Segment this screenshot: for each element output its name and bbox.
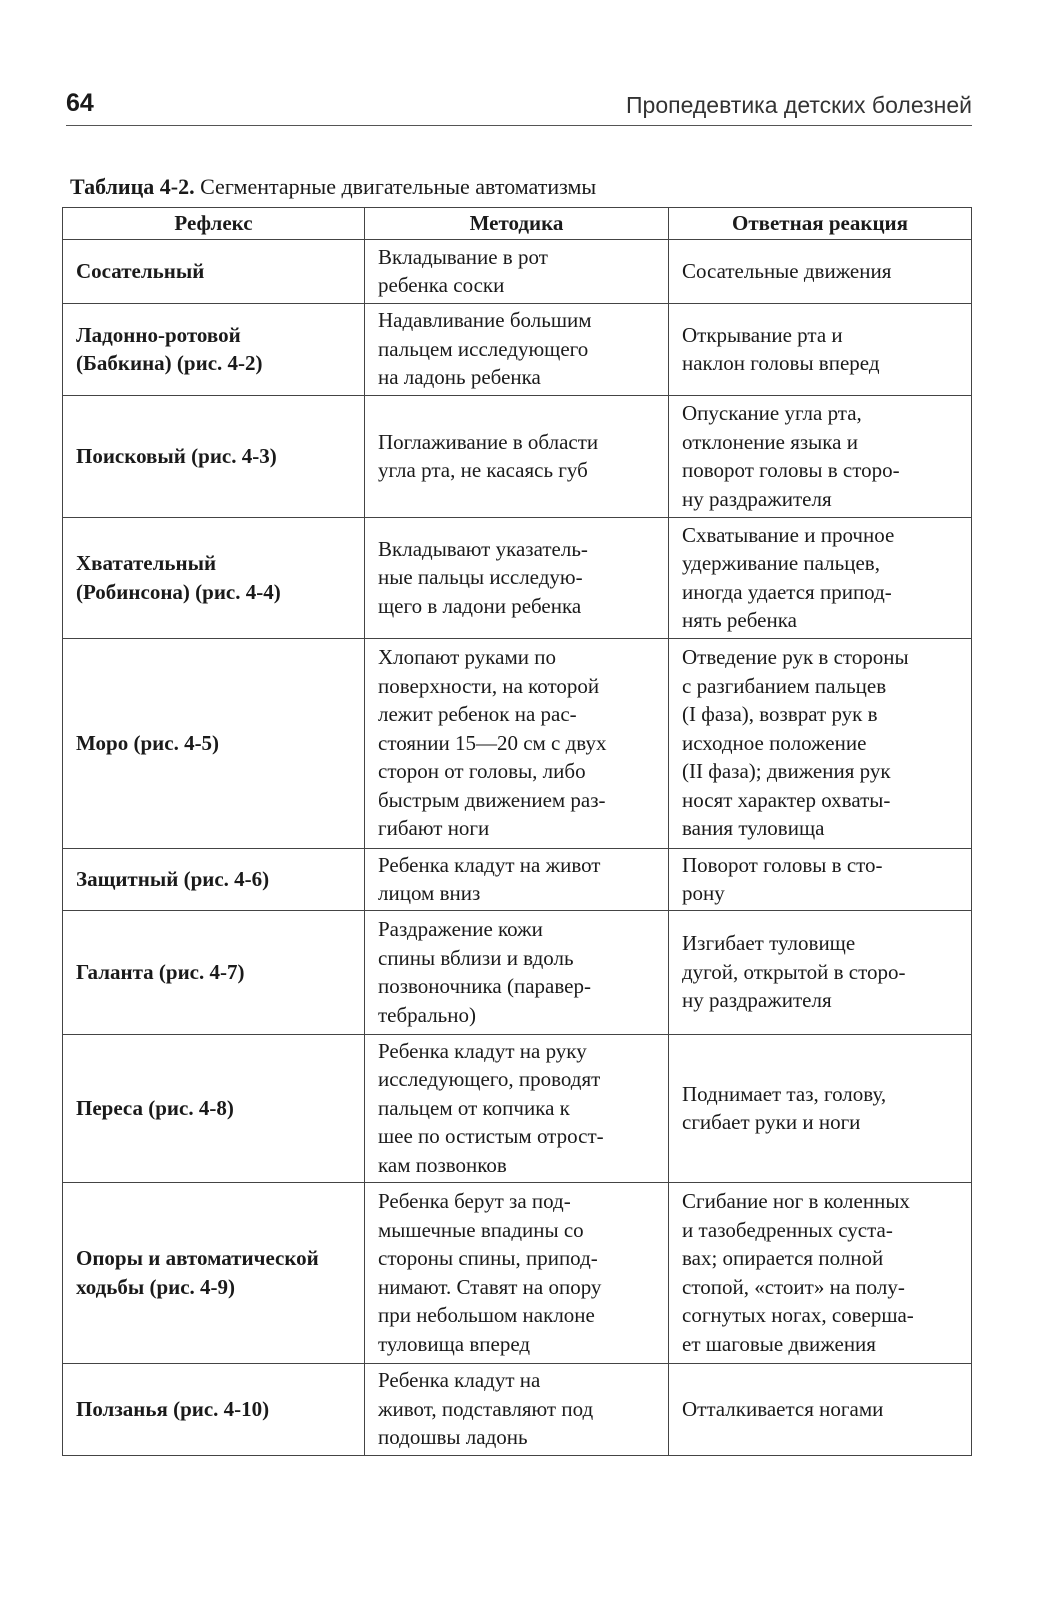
cell-text-line: ет шаговые движения — [682, 1331, 876, 1356]
cell-reflex — [63, 1182, 365, 1363]
cell-text-line: вах; опирается полной — [682, 1246, 884, 1270]
cell-text-line: гибают ноги — [378, 816, 490, 841]
cell-text-line: исходное положение — [682, 730, 867, 755]
cell-text-line: исследующего, проводят — [378, 1067, 601, 1092]
cell-text-line: кам позвонков — [378, 1152, 507, 1177]
cell-text-line: нимают. Ставят на опору — [378, 1274, 602, 1299]
column-header-method: Методика — [365, 208, 669, 240]
cell-text-line: стопой, «стоит» на полу- — [682, 1274, 905, 1299]
page-number: 64 — [66, 89, 94, 117]
column-header-response: Ответная реакция — [669, 208, 972, 240]
cell-text-line: (Робинсона) (рис. 4-4) — [76, 579, 281, 604]
cell-text-line: и тазобедренных суста- — [682, 1217, 893, 1242]
cell-text-line: Хлопают руками по — [378, 645, 556, 670]
cell-text-line: Переса (рис. 4-8) — [76, 1095, 234, 1120]
cell-text-line: носят характер охваты- — [682, 787, 891, 812]
cell-text-line: при небольшом наклоне — [378, 1303, 595, 1327]
cell-text-line: Поглаживание в области — [378, 429, 599, 454]
table-caption-text: Сегментарные двигательные автоматизмы — [194, 174, 597, 199]
cell-reflex — [63, 1363, 365, 1455]
cell-method — [365, 239, 669, 303]
cell-text-line: Ребенка берут за под- — [378, 1189, 571, 1213]
cell-reflex — [63, 910, 365, 1034]
table-body — [63, 239, 972, 1455]
cell-text-line: пальцем исследующего — [378, 336, 589, 361]
cell-text-line: Ребенка кладут на живот — [378, 852, 601, 877]
cell-reflex — [63, 1034, 365, 1182]
table-row — [63, 395, 972, 517]
cell-reflex — [63, 303, 365, 395]
cell-text-line: шее по остистым отрост- — [378, 1124, 604, 1149]
header-rule — [66, 125, 972, 126]
cell-text-line: Отведение рук в стороны — [682, 645, 909, 670]
cell-text-line: подошвы ладонь — [378, 1425, 528, 1450]
table-caption — [70, 172, 596, 202]
cell-method — [365, 638, 669, 848]
cell-text-line: Моро (рис. 4-5) — [76, 730, 220, 755]
cell-text-line: (I фаза), возврат рук в — [682, 702, 878, 727]
cell-response — [669, 517, 972, 638]
cell-reflex — [63, 395, 365, 517]
cell-text-line: Вкладывание в рот — [378, 244, 548, 269]
cell-text-line: на ладонь ребенка — [378, 365, 541, 390]
table-row — [63, 517, 972, 638]
cell-text-line: ные пальцы исследую- — [378, 565, 583, 590]
table-caption-label: Таблица 4-2. — [70, 174, 195, 199]
cell-text-line: Ладонно-ротовой — [76, 322, 241, 347]
cell-text-line: ну раздражителя — [682, 486, 832, 511]
cell-text-line: Поднимает таз, голову, — [682, 1081, 887, 1106]
cell-text-line: удерживание пальцев, — [682, 551, 880, 575]
cell-text-line: щего в ладони ребенка — [378, 593, 582, 618]
table-row — [63, 910, 972, 1034]
cell-reflex — [63, 517, 365, 638]
cell-text-line: Защитный (рис. 4-6) — [76, 866, 270, 891]
cell-text-line: Сосательный — [76, 258, 205, 283]
cell-response — [669, 910, 972, 1034]
cell-text-line: быстрым движением раз- — [378, 787, 606, 812]
cell-text-line: отклонение языка и — [682, 429, 858, 454]
cell-text-line: Схватывание и прочное — [682, 522, 895, 547]
cell-text-line: Раздражение кожи — [378, 917, 543, 941]
cell-text-line: Изгибает туловище — [682, 931, 856, 956]
cell-text-line: рону — [682, 881, 725, 905]
cell-text-line: стороны спины, припод- — [378, 1246, 598, 1270]
cell-text-line: вания туловища — [682, 816, 825, 841]
cell-response — [669, 1363, 972, 1455]
cell-text-line: Хватательный — [76, 551, 217, 575]
cell-text-line: спины вблизи и вдоль — [378, 945, 574, 970]
cell-text-line: наклон головы вперед — [682, 351, 880, 375]
cell-text-line: Опоры и автоматической — [76, 1246, 319, 1270]
cell-response — [669, 638, 972, 848]
cell-response — [669, 848, 972, 910]
cell-text-line: иногда удается припод- — [682, 579, 892, 604]
cell-method — [365, 517, 669, 638]
cell-text-line: с разгибанием пальцев — [682, 673, 887, 698]
cell-text-line: Надавливание большим — [378, 308, 592, 333]
cell-text-line: Вкладывают указатель- — [378, 536, 588, 561]
cell-text-line: Галанта (рис. 4-7) — [76, 959, 245, 984]
cell-text-line: Открывание рта и — [682, 322, 843, 347]
cell-response — [669, 1034, 972, 1182]
table-row — [63, 638, 972, 848]
cell-response — [669, 303, 972, 395]
cell-text-line: мышечные впадины со — [378, 1217, 584, 1242]
cell-text-line: согнутых ногах, соверша- — [682, 1303, 914, 1327]
cell-text-line: Ползанья (рис. 4-10) — [76, 1396, 270, 1421]
cell-text-line: сторон от головы, либо — [378, 759, 586, 784]
cell-response — [669, 1182, 972, 1363]
table-row — [63, 1182, 972, 1363]
table-row — [63, 848, 972, 910]
cell-text-line: сгибает руки и ноги — [682, 1110, 861, 1134]
cell-method — [365, 1182, 669, 1363]
cell-text-line: лежит ребенок на рас- — [378, 702, 577, 727]
running-title: Пропедевтика детских болезней — [626, 92, 972, 118]
cell-text-line: туловища вперед — [378, 1331, 531, 1356]
cell-text-line: Ребенка кладут на — [378, 1368, 541, 1393]
cell-text-line: угла рта, не касаясь губ — [378, 458, 588, 482]
table-row — [63, 239, 972, 303]
cell-text-line: живот, подставляют под — [378, 1396, 594, 1421]
cell-reflex — [63, 239, 365, 303]
cell-text-line: Поворот головы в сто- — [682, 852, 883, 877]
cell-text-line: (II фаза); движения рук — [682, 759, 891, 784]
cell-text-line: позвоночника (паравер- — [378, 974, 591, 998]
cell-text-line: стоянии 15—20 см с двух — [378, 730, 607, 755]
cell-method — [365, 848, 669, 910]
cell-text-line: поворот головы в сторо- — [682, 458, 900, 482]
reflex-table — [62, 207, 972, 1456]
table-row — [63, 303, 972, 395]
table-row — [63, 1034, 972, 1182]
cell-text-line: ходьбы (рис. 4-9) — [76, 1274, 236, 1299]
cell-text-line: Сгибание ног в коленных — [682, 1189, 910, 1213]
cell-method — [365, 1034, 669, 1182]
cell-text-line: тебрально) — [378, 1002, 476, 1027]
cell-text-line: ребенка соски — [378, 273, 505, 297]
cell-text-line: дугой, открытой в сторо- — [682, 959, 906, 984]
cell-text-line: Ребенка кладут на руку — [378, 1038, 587, 1063]
cell-text-line: поверхности, на которой — [378, 673, 600, 698]
cell-text-line: лицом вниз — [378, 881, 481, 905]
cell-response — [669, 395, 972, 517]
cell-text-line: (Бабкина) (рис. 4-2) — [76, 351, 263, 375]
cell-method — [365, 910, 669, 1034]
cell-text-line: пальцем от копчика к — [378, 1095, 570, 1120]
cell-text-line: нять ребенка — [682, 608, 797, 632]
column-header-reflex: Рефлекс — [63, 208, 365, 240]
cell-text-line: ну раздражителя — [682, 988, 832, 1013]
cell-reflex — [63, 848, 365, 910]
cell-text-line: Сосательные движения — [682, 258, 892, 283]
table-row — [63, 1363, 972, 1455]
table-header-row — [63, 208, 972, 240]
cell-method — [365, 395, 669, 517]
cell-text-line: Отталкивается ногами — [682, 1396, 884, 1421]
cell-method — [365, 303, 669, 395]
cell-reflex — [63, 638, 365, 848]
cell-text-line: Опускание угла рта, — [682, 401, 862, 425]
cell-text-line: Поисковый (рис. 4-3) — [76, 443, 277, 468]
cell-method — [365, 1363, 669, 1455]
cell-response — [669, 239, 972, 303]
